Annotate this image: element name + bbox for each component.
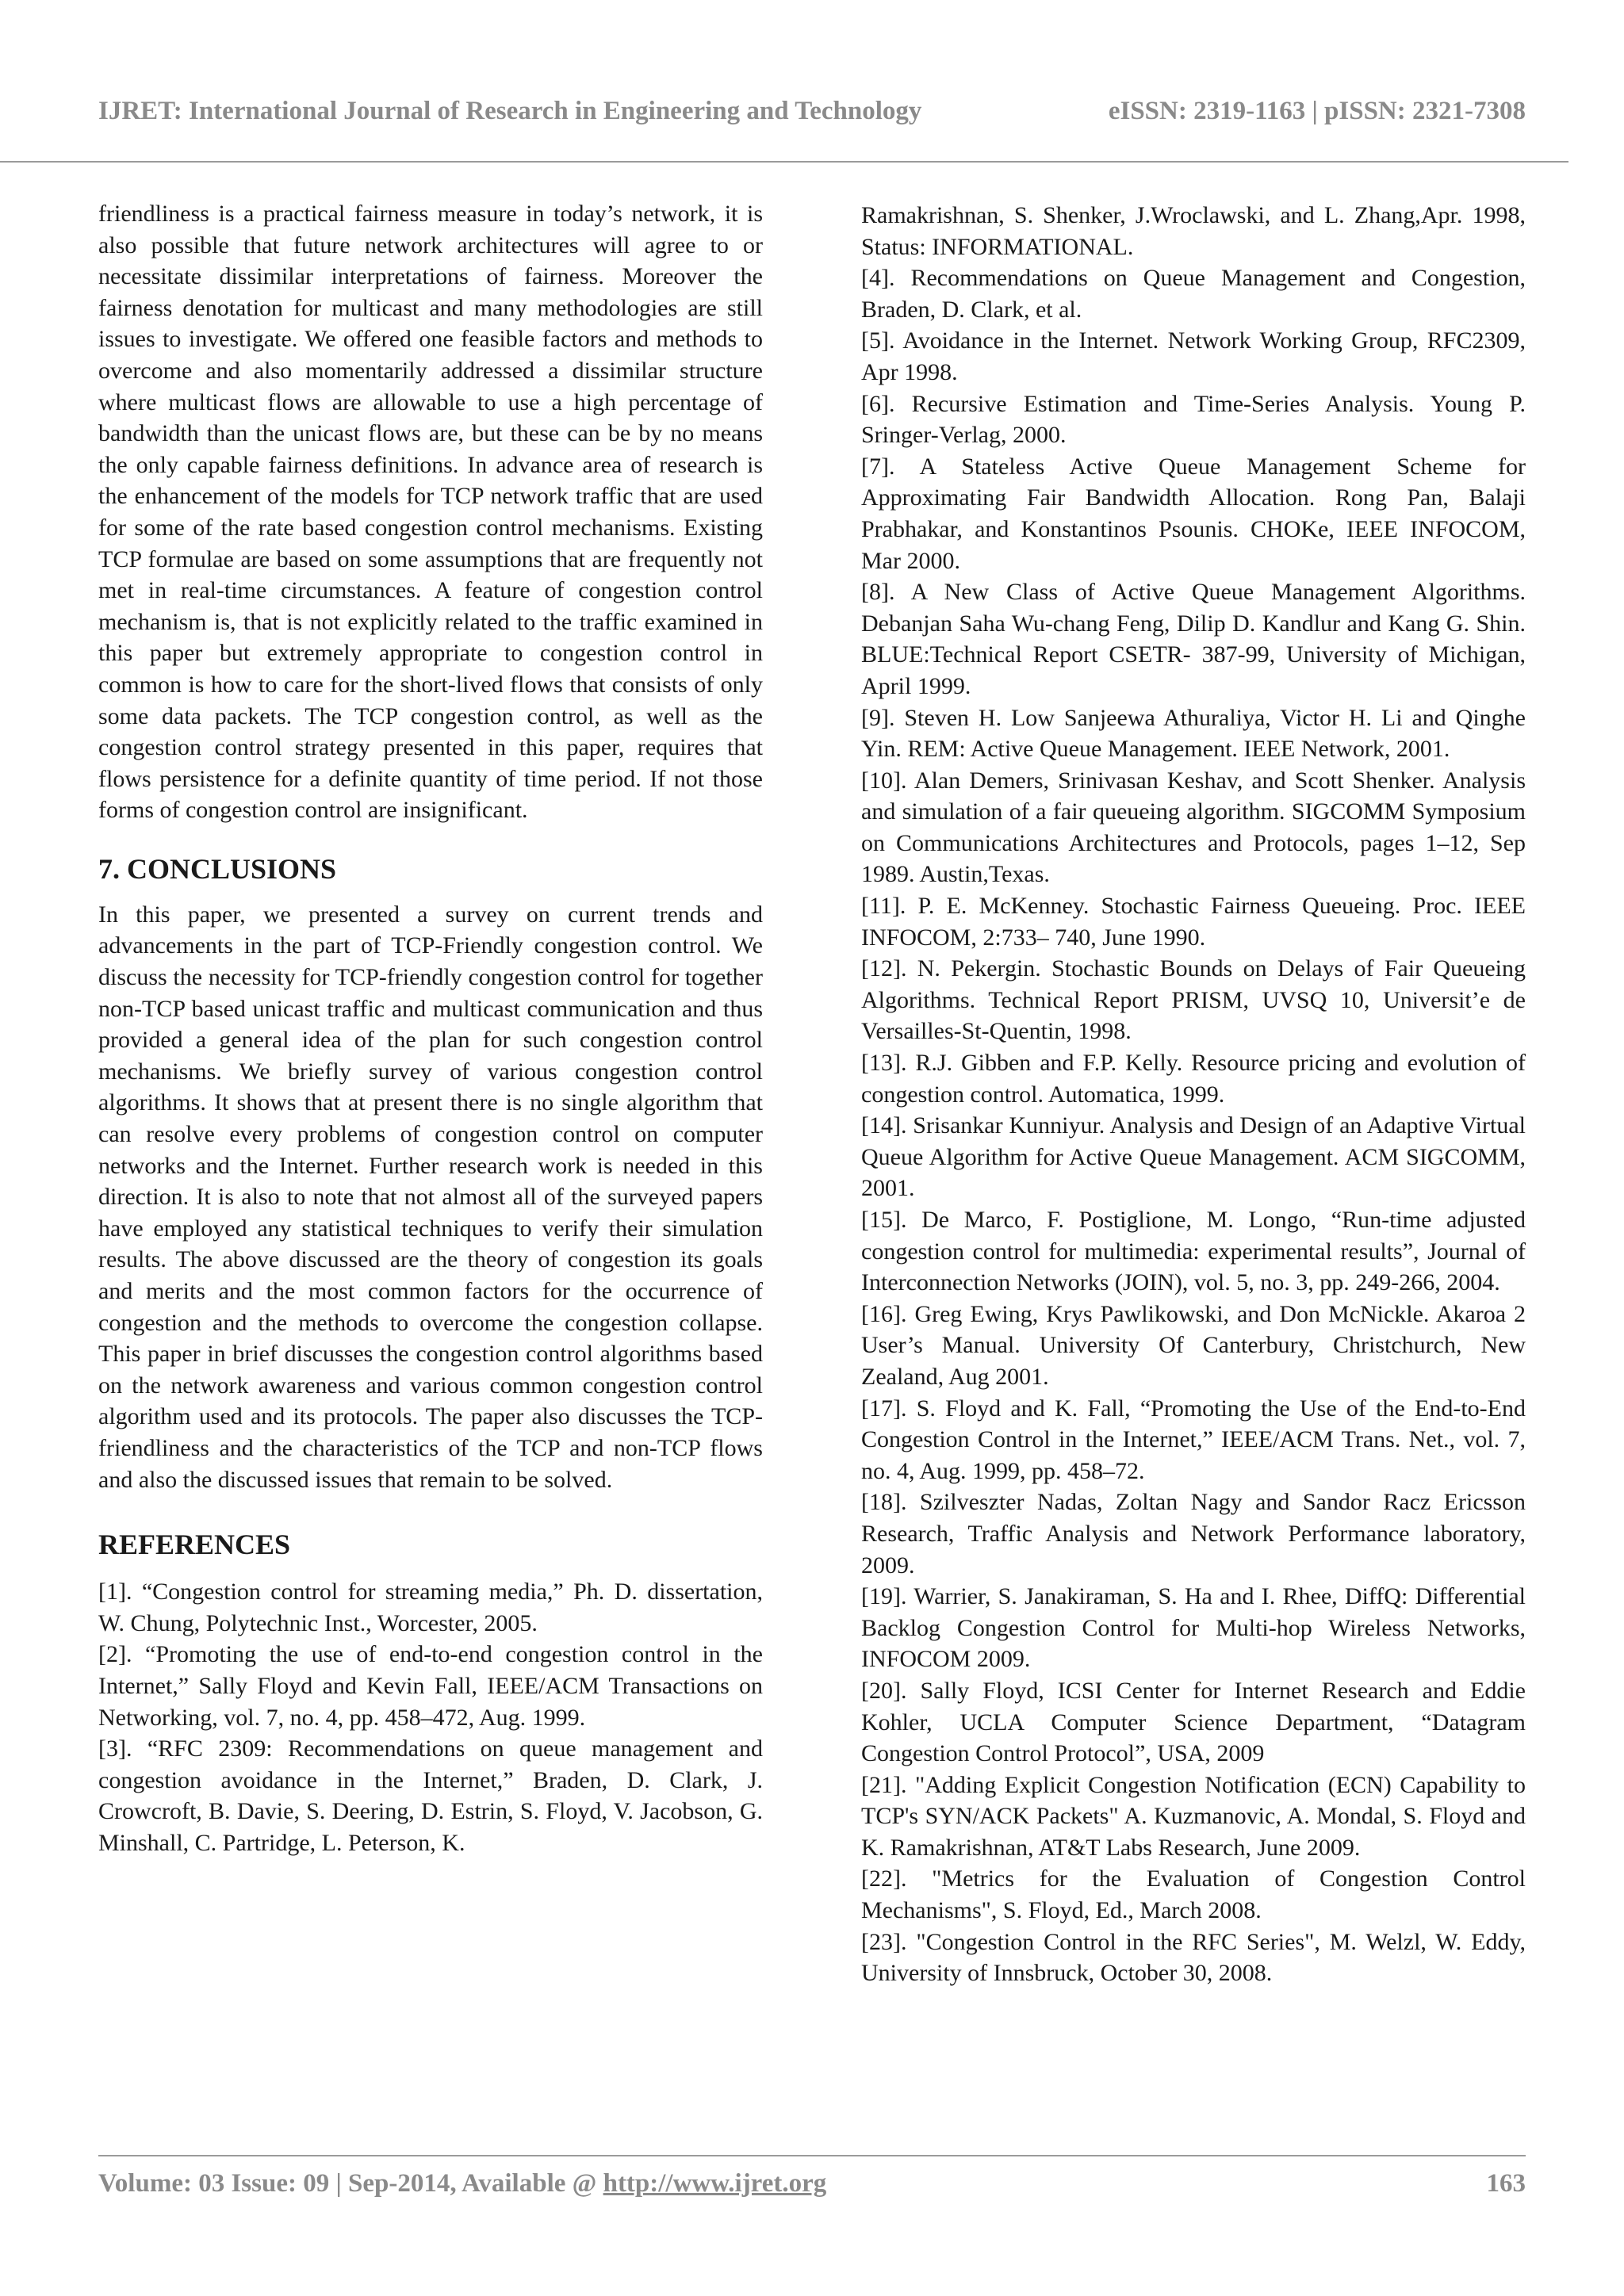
reference-item: [21]. "Adding Explicit Congestion Notification (ECN) Capability to TCP's SYN/ACK Packets" A. Kuzmanovic, A. Mondal, S. Floyd and K. Ramakrishnan, AT&T Labs Research, June 2009. — [861, 1771, 1526, 1861]
reference-item: [19]. Warrier, S. Janakiraman, S. Ha and I. Rhee, DiffQ: Differential Backlog Congestion Control for Multi-hop Wireless Networks, INFOCOM 2009. — [861, 1583, 1526, 1673]
journal-link[interactable]: http://www.ijret.org — [603, 2169, 827, 2198]
body-paragraph: friendliness is a practical fairness measure in today’s network, it is also possible that future network architectures will agree to or necessitate dissimilar interpretations of fairness. Moreover the fairness denotation for multicast and many methodologies are still issues to investigate. We offered one feasible factors and methods to overcome and also momentarily addressed a dissimilar structure where multicast flows are allowable to use a high percentage of bandwidth than the unicast flows are, but these can be by no means the only capable fairness definitions. In advance area of research is the enhancement of the models for TCP network traffic that are used for some of the rate based congestion control mechanisms. Existing TCP formulae are based on some assumptions that are frequently not met in real-time circumstances. A feature of congestion control mechanism is, that is not explicitly related to the traffic examined in this paper but extremely appropriate to congestion control in common is how to care for the short-lived flows that consists of only some data packets. The TCP congestion control, as well as the congestion control strategy presented in this paper, requires that flows persistence for a definite quantity of time period. If not those forms of congestion control are insignificant. — [98, 201, 763, 824]
reference-item: [6]. Recursive Estimation and Time-Series Analysis. Young P. Sringer-Verlag, 2000. — [861, 390, 1526, 449]
footer-volume — [98, 2169, 826, 2198]
header-rule — [0, 161, 1568, 163]
page-number: 163 — [1486, 2169, 1526, 2198]
reference-item: [3]. “RFC 2309: Recommendations on queue management and congestion avoidance in the Internet,” Braden, D. Clark, J. Crowcroft, B. Davie, S. Deering, D. Estrin, S. Floyd, V. Jacobson, G. Minshall, C. Partridge, L. Peterson, K. — [98, 1735, 763, 1856]
reference-item: [15]. De Marco, F. Postiglione, M. Longo, “Run-time adjusted congestion control for multimedia: experimental results”, Journal of Interconnection Networks (JOIN), vol. 5, no. 3, pp. 249-266, 2004. — [861, 1207, 1526, 1296]
reference-item: [9]. Steven H. Low Sanjeewa Athuraliya, Victor H. Li and Qinghe Yin. REM: Active Queue Management. IEEE Network, 2001. — [861, 704, 1526, 763]
reference-item: [12]. N. Pekergin. Stochastic Bounds on Delays of Fair Queueing Algorithms. Technical Report PRISM, UVSQ 10, Universit’e de Versailles-St-Quentin, 1998. — [861, 955, 1526, 1045]
page-header — [98, 97, 1526, 126]
reference-item-continued: Ramakrishnan, S. Shenker, J.Wroclawski, and L. Zhang,Apr. 1998, Status: INFORMATIONAL. — [861, 202, 1526, 260]
conclusions-text: In this paper, we presented a survey on current trends and advancements in the part of TCP-Friendly congestion control. We discuss the necessity for TCP-friendly congestion control for together non-TCP based unicast traffic and multicast communication and thus provided a general idea of the plan for such congestion control mechanisms. We briefly survey of various congestion control algorithms. It shows that at present there is no single algorithm that can resolve every problems of congestion control on computer networks and the Internet. Further research work is needed in this direction. It is also to note that not almost all of the surveyed papers have employed any statistical techniques to verify their simulation results. The above discussed are the theory of congestion its goals and merits and the most common factors for the occurrence of congestion and the methods to overcome the congestion collapse. This paper in brief discusses the congestion control algorithms based on the network awareness and various common congestion control algorithm used and its protocols. The paper also discusses the TCP- friendliness and the characteristics of the TCP and non-TCP flows and also the discussed issues that remain to be solved. — [98, 901, 763, 1493]
reference-item: [10]. Alan Demers, Srinivasan Keshav, and Scott Shenker. Analysis and simulation of a fair queueing algorithm. SIGCOMM Symposium on Communications Architectures and Protocols, pages 1–12, Sep 1989. Austin,Texas. — [861, 767, 1526, 888]
reference-item: [14]. Srisankar Kunniyur. Analysis and Design of an Adaptive Virtual Queue Algorithm for Active Queue Management. ACM SIGCOMM, 2001. — [861, 1112, 1526, 1202]
reference-item: [7]. A Stateless Active Queue Management Scheme for Approximating Fair Bandwidth Allocation. Rong Pan, Balaji Prabhakar, and Konstantinos Psounis. CHOKe, IEEE INFOCOM, Mar 2000. — [861, 453, 1526, 574]
volume-info: Volume: 03 Issue: 09 | Sep-2014, Available @ — [98, 2169, 603, 2198]
right-column — [861, 200, 1526, 1989]
references-heading: REFERENCES — [98, 1529, 291, 1561]
footer-rule — [98, 2155, 1526, 2156]
reference-item: [20]. Sally Floyd, ICSI Center for Internet Research and Eddie Kohler, UCLA Computer Science Department, “Datagram Congestion Control Protocol”, USA, 2009 — [861, 1677, 1526, 1767]
reference-item: [8]. A New Class of Active Queue Management Algorithms. Debanjan Saha Wu-chang Feng, Dilip D. Kandlur and Kang G. Shin. BLUE:Technical Report CSETR- 387-99, University of Michigan, April 1999. — [861, 579, 1526, 699]
reference-item: [4]. Recommendations on Queue Management and Congestion, Braden, D. Clark, et al. — [861, 265, 1526, 323]
conclusions-heading: 7. CONCLUSIONS — [98, 852, 337, 885]
reference-item: [22]. "Metrics for the Evaluation of Congestion Control Mechanisms", S. Floyd, Ed., March 2008. — [861, 1866, 1526, 1924]
reference-item: [2]. “Promoting the use of end-to-end congestion control in the Internet,” Sally Floyd and Kevin Fall, IEEE/ACM Transactions on Networking, vol. 7, no. 4, pp. 458–472, Aug. 1999. — [98, 1641, 763, 1731]
reference-item: [23]. "Congestion Control in the RFC Series", M. Welzl, W. Eddy, University of Innsbruck, October 30, 2008. — [861, 1928, 1526, 1987]
issn: eISSN: 2319-1163 | pISSN: 2321-7308 — [1108, 97, 1526, 125]
reference-item: [16]. Greg Ewing, Krys Pawlikowski, and Don McNickle. Akaroa 2 User’s Manual. University Of Canterbury, Christchurch, New Zealand, Aug 2001. — [861, 1300, 1526, 1390]
reference-item: [11]. P. E. McKenney. Stochastic Fairness Queueing. Proc. IEEE INFOCOM, 2:733– 740, June 1990. — [861, 893, 1526, 951]
reference-item: [18]. Szilveszter Nadas, Zoltan Nagy and Sandor Racz Ericsson Research, Traffic Analysis and Network Performance laboratory, 2009. — [861, 1489, 1526, 1578]
page-footer — [98, 2169, 1526, 2198]
reference-item: [17]. S. Floyd and K. Fall, “Promoting the Use of the End-to-End Congestion Control in the Internet,” IEEE/ACM Trans. Net., vol. 7, no. 4, Aug. 1999, pp. 458–72. — [861, 1395, 1526, 1484]
left-column — [98, 198, 763, 1859]
reference-item: [1]. “Congestion control for streaming media,” Ph. D. dissertation, W. Chung, Polytechnic Inst., Worcester, 2005. — [98, 1578, 763, 1636]
reference-item: [13]. R.J. Gibben and F.P. Kelly. Resource pricing and evolution of congestion control. Automatica, 1999. — [861, 1050, 1526, 1108]
journal-title: IJRET: International Journal of Research in Engineering and Technology — [98, 97, 922, 125]
reference-item: [5]. Avoidance in the Internet. Network Working Group, RFC2309, Apr 1998. — [861, 327, 1526, 385]
